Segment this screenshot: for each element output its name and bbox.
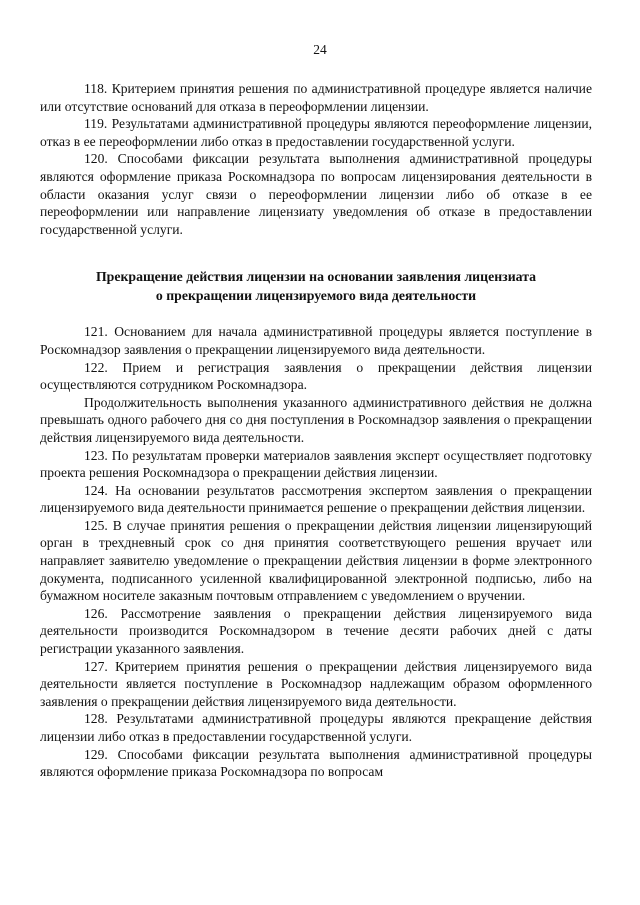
paragraph-120: 120. Способами фиксации результата выполнения административной процедуры являются оформление приказа Роскомнадзора по вопросам лицензирования деятельности в области оказания услуг связи о переоформлении лицензии либо об отказе в ее переоформлении или направление лицензиату уведомления об отказе в предоставлении государственной услуги.	[40, 151, 592, 237]
paragraph-118: 118. Критерием принятия решения по административной процедуре является наличие или отсутствие оснований для отказа в переоформлении лицензии.	[40, 81, 592, 114]
paragraph-122: 122. Прием и регистрация заявления о прекращении действия лицензии осуществляются сотрудником Роскомнадзора.	[40, 359, 592, 393]
paragraph-129: 129. Способами фиксации результата выполнения административной процедуры являются оформление приказа Роскомнадзора по вопросам	[40, 746, 592, 780]
section-spacer	[40, 238, 592, 252]
paragraph-121: 121. Основанием для начала административной процедуры является поступление в Роскомнадзор заявления о прекращении лицензируемого вида деятельности.	[40, 324, 592, 357]
paragraph-119: 119. Результатами административной процедуры являются переоформление лицензии, отказ в ее переоформлении либо отказ в предоставлении государственной услуги.	[40, 116, 592, 149]
paragraph-125: 125. В случае принятия решения о прекращении действия лицензии лицензирующий орган в трехдневный срок со дня принятия соответствующего решения вручает или направляет заявителю уведомление о прекращении действия лицензии в форме электронного документа, подписанного усиленной квалифицированной электронной подписью, либо на бумажном носителе заказным почтовым отправлением с уведомлением о вручении.	[40, 517, 592, 604]
paragraph-127: 127. Критерием принятия решения о прекращении действия лицензируемого вида деятельности является поступление в Роскомнадзор надлежащим образом оформленного заявления о прекращении действия лицензируемого вида деятельности.	[40, 658, 592, 709]
paragraph-126: 126. Рассмотрение заявления о прекращении действия лицензируемого вида деятельности производится Роскомнадзором в течение десяти рабочих дней с даты регистрации указанного заявления.	[40, 605, 592, 657]
paragraph-124: 124. На основании результатов рассмотрения экспертом заявления о прекращении лицензируемого вида деятельности принимается решение о прекращении действия лицензии.	[40, 482, 592, 516]
paragraph-128: 128. Результатами административной процедуры являются прекращение действия лицензии либо отказ в предоставлении государственной услуги.	[40, 711, 592, 744]
section-heading-line-1: Прекращение действия лицензии на основании заявления лицензиата	[95, 269, 537, 285]
paragraph-122-duration: Продолжительность выполнения указанного административного действия не должна превышать одного рабочего дня со дня поступления в Роскомнадзор заявления о прекращении действия лицензируемого вида деятельности.	[40, 394, 592, 445]
document-body	[40, 80, 592, 781]
paragraph-123: 123. По результатам проверки материалов заявления эксперт осуществляет подготовку проекта решения Роскомнадзора о прекращении действия лицензии.	[40, 447, 592, 481]
section-heading	[40, 268, 592, 305]
page-number: 24	[313, 42, 327, 57]
section-heading-line-2: о прекращении лицензируемого вида деятельности	[155, 287, 477, 303]
